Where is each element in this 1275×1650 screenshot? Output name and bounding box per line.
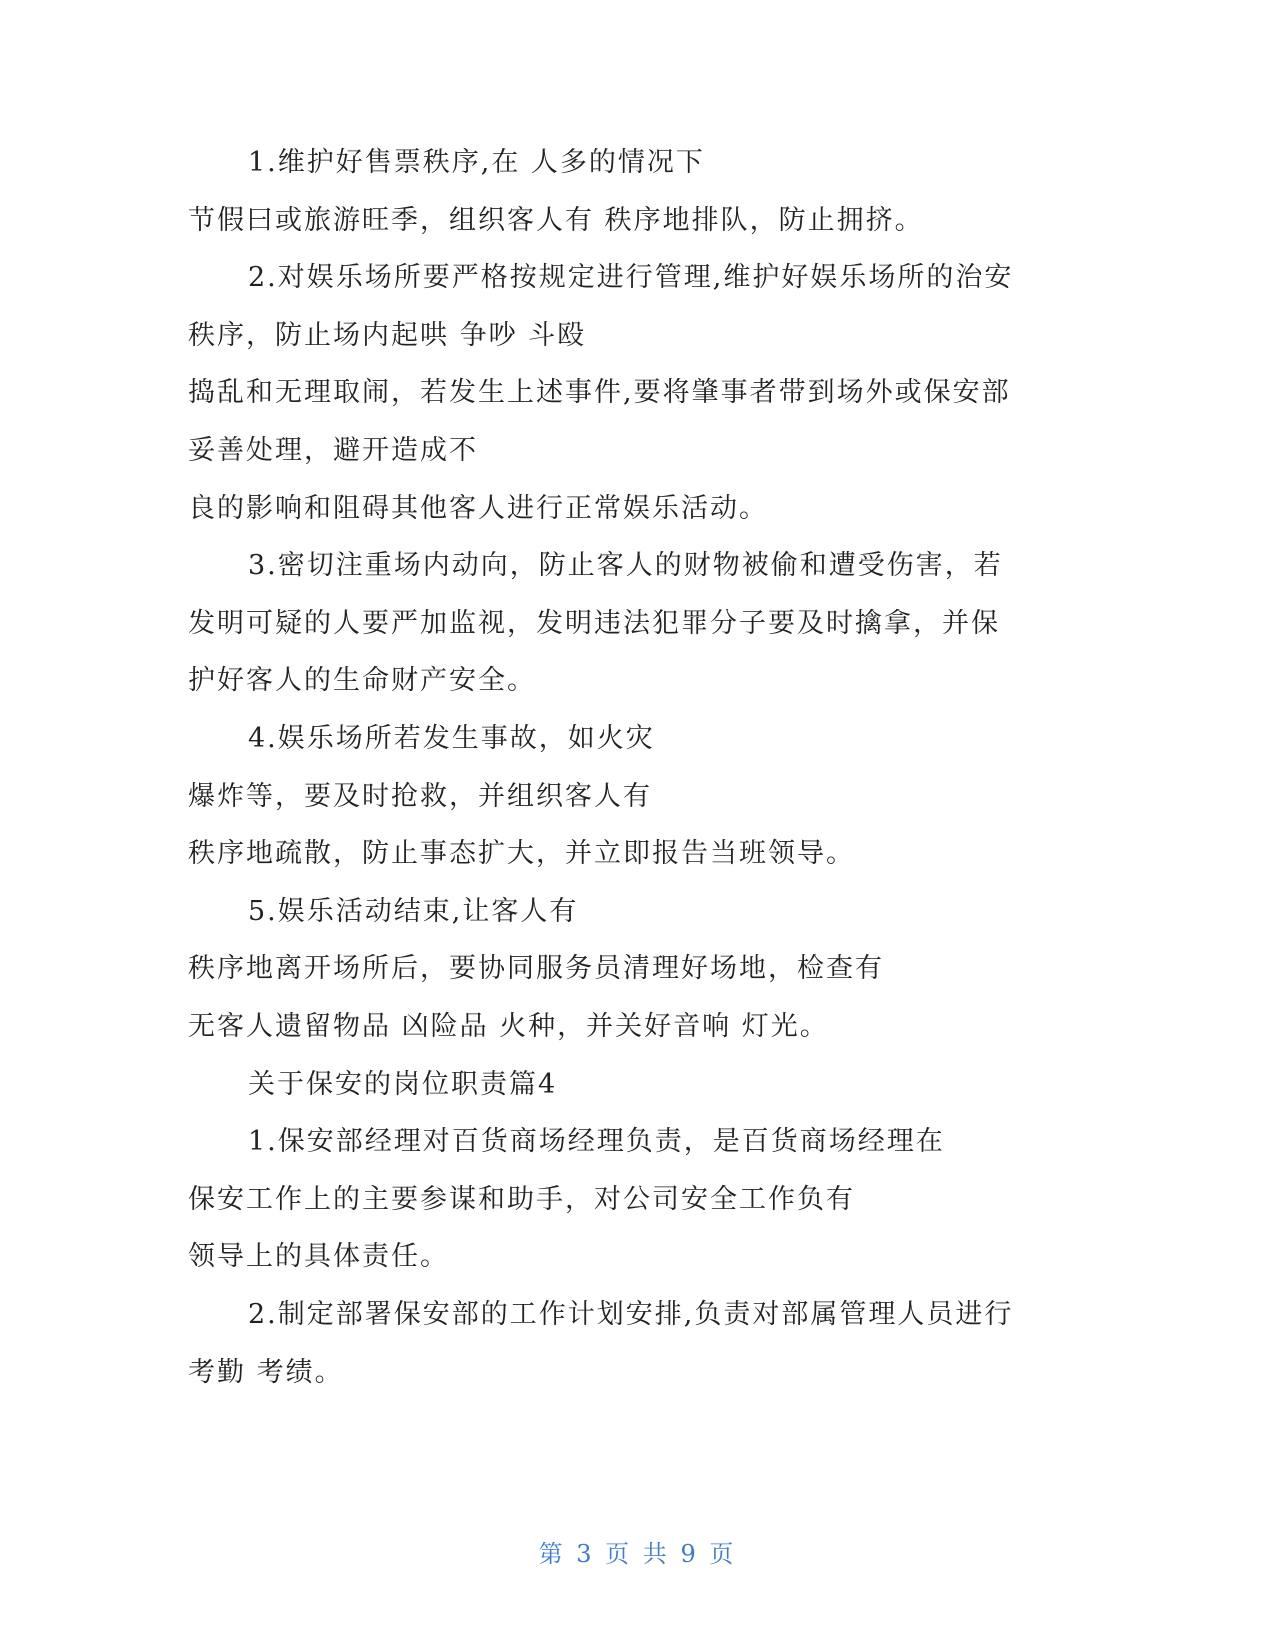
paragraph-line: 2.对娱乐场所要严格按规定进行管理,维护好娱乐场所的治安 [248,262,1014,293]
paragraph-line: 1.维护好售票秩序,在 人多的情况下 [248,147,705,178]
paragraph-line: 保安工作上的主要参谋和助手，对公司安全工作负有 [188,1184,855,1215]
paragraph-line: 1.保安部经理对百货商场经理负责，是百货商场经理在 [248,1126,945,1157]
page-number-footer: 第 3 页 共 9 页 [538,1540,737,1568]
paragraph-line: 秩序地疏散，防止事态扩大，并立即报告当班领导。 [188,838,855,869]
paragraph-line: 发明可疑的人要严加监视，发明违法犯罪分子要及时擒拿，并保 [188,608,1000,639]
paragraph-line: 良的影响和阻碍其他客人进行正常娱乐活动。 [188,493,768,524]
paragraph-line: 5.娱乐活动结束,让客人有 [248,896,579,927]
paragraph-line: 妥善处理，避开造成不 [188,435,478,466]
section-heading: 关于保安的岗位职责篇4 [248,1069,558,1100]
paragraph-line: 节假曰或旅游旺季，组织客人有 秩序地排队，防止拥挤。 [188,205,924,236]
paragraph-line: 护好客人的生命财产安全。 [188,665,536,696]
paragraph-line: 爆炸等，要及时抢救，并组织客人有 [188,781,652,812]
paragraph-line: 无客人遗留物品 凶险品 火种，并关好音响 灯光。 [188,1011,829,1042]
paragraph-line: 秩序地离开场所后，要协同服务员清理好场地，检查有 [188,953,884,984]
paragraph-line: 捣乱和无理取闹，若发生上述事件,要将肇事者带到场外或保安部 [188,377,1011,408]
paragraph-line: 3.密切注重场内动向，防止客人的财物被偷和遭受伤害，若 [248,550,1003,581]
paragraph-line: 4.娱乐场所若发生事故，如火灾 [248,723,655,754]
paragraph-line: 领导上的具体责任。 [188,1241,449,1272]
paragraph-line: 2.制定部署保安部的工作计划安排,负责对部属管理人员进行 [248,1299,1014,1330]
paragraph-line: 考勤 考绩。 [188,1357,344,1388]
paragraph-line: 秩序，防止场内起哄 争吵 斗殴 [188,320,587,351]
